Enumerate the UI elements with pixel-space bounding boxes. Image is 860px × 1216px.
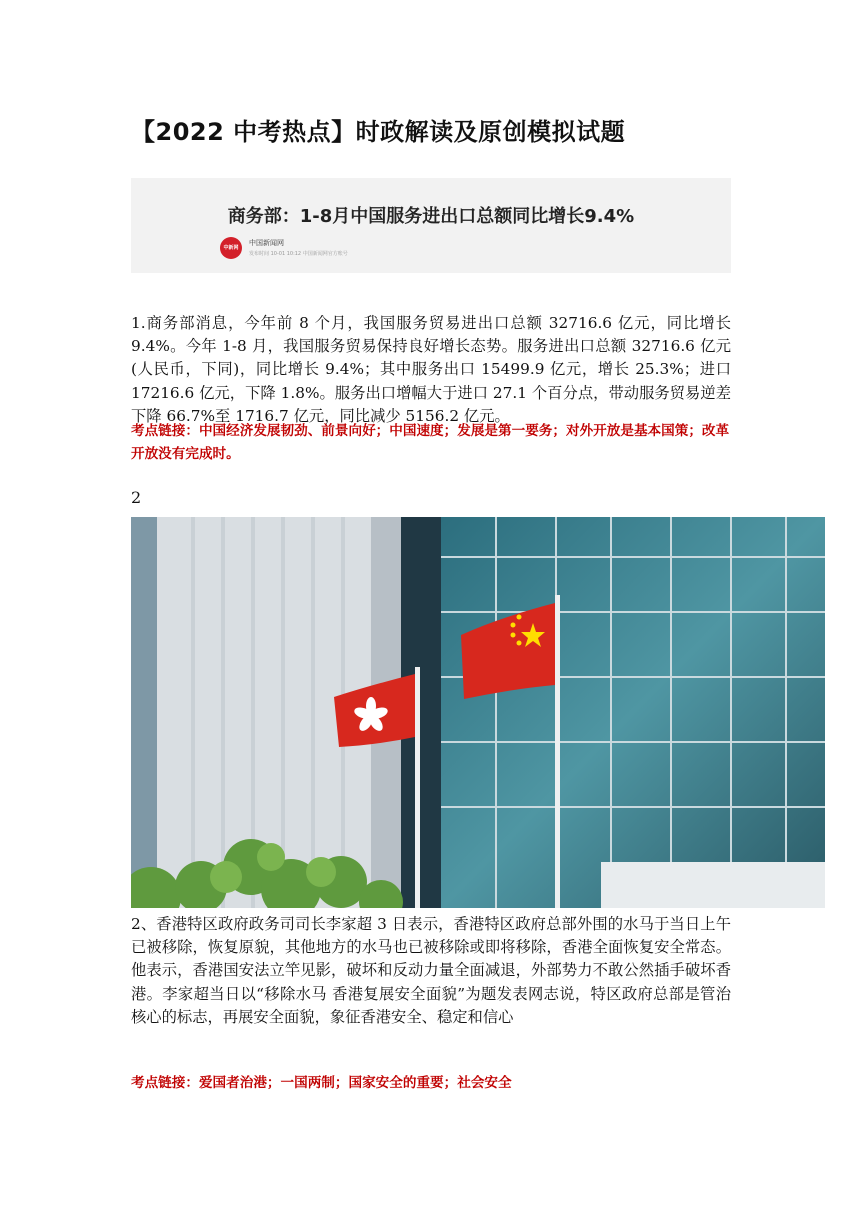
item2-paragraph: 2、香港特区政府政务司司长李家超 3 日表示，香港特区政府总部外围的水马于当日上午已被移除，恢复原貌，其他地方的水马也已被移除或即将移除，香港全面恢复安全常态。他表示，香港国安法立竿见影，破坏和反动力量全面减退，外部势力不敢公然插手破坏香港。李家超当日以“移除水马 香港复展安全面貌”为题发表网志说，特区政府总部是管治核心的标志，再展安全面貌，象征香港安全、稳定和信心 xyxy=(131,915,731,1026)
page-title: 【2022 中考热点】时政解读及原创模拟试题 xyxy=(131,118,626,146)
item2-number: 2 xyxy=(131,488,142,507)
flags-photo xyxy=(131,517,825,908)
item2-keypoint: 考点链接：爱国者治港；一国两制；国家安全的重要；社会安全 xyxy=(131,1075,512,1091)
item1-keypoint: 考点链接：中国经济发展韧劲、前景向好；中国速度；发展是第一要务；对外开放是基本国策；改革开放没有完成时。 xyxy=(131,423,730,462)
news-headline: 商务部：1-8月中国服务进出口总额同比增长9.4% xyxy=(227,206,635,227)
item1-paragraph: 1.商务部消息，今年前 8 个月，我国服务贸易进出口总额 32716.6 亿元，同比增长 9.4%。今年 1-8 月，我国服务贸易保持良好增长态势。服务进出口总额 32716.6 亿元(人民币，下同)，同比增长 9.4%；其中服务出口 15499.9 亿元，增长 25.3%；进口 17216.6 亿元，下降 1.8%。服务出口增幅大于进口 27.1 个百分点，带动服务贸易逆差下降 66.7%至 1716.7 亿元，同比减少 5156.2 亿元。 xyxy=(131,314,731,425)
news-meta: 发布时间 10-01 10:12 中国新闻网官方账号 xyxy=(249,251,348,257)
news-logo: 中新网 xyxy=(220,237,242,259)
news-screenshot xyxy=(131,178,731,273)
news-source: 中国新闻网 xyxy=(249,239,284,247)
